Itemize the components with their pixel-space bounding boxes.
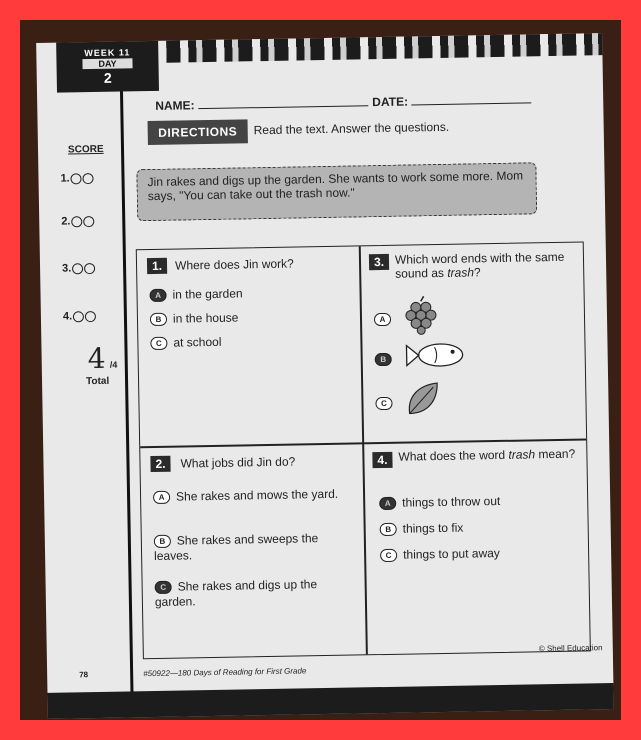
option-text: at school — [173, 334, 222, 350]
score-number: 3. — [61, 262, 72, 275]
publisher-credit: © Shell Education — [538, 643, 603, 654]
option-text: things to throw out — [402, 493, 501, 510]
option-text: She rakes and sweeps the leaves. — [153, 531, 319, 564]
question-4-number: 4. — [372, 452, 392, 468]
q4-option-c[interactable] — [380, 546, 500, 563]
score-number: 2. — [61, 215, 71, 228]
answer-bubble-a[interactable]: A — [379, 497, 396, 510]
fish-icon — [402, 336, 473, 373]
q4-text-post: mean? — [535, 446, 576, 462]
score-item-3 — [62, 262, 95, 275]
score-number: 4. — [62, 310, 73, 323]
smile-face-icon[interactable] — [71, 216, 82, 227]
question-1-text: Where does Jin work? — [174, 256, 294, 273]
answer-bubble-b[interactable]: B — [375, 353, 392, 366]
smile-face-icon[interactable] — [73, 311, 84, 322]
score-item-4 — [63, 310, 96, 323]
date-label: DATE: — [372, 94, 409, 110]
answer-bubble-c[interactable]: C — [155, 581, 172, 594]
question-grid — [136, 241, 591, 659]
q1-option-b[interactable] — [150, 311, 239, 328]
question-4-text — [398, 447, 578, 464]
frown-face-icon[interactable] — [83, 216, 94, 227]
score-item-2 — [61, 215, 94, 228]
grapes-icon — [402, 295, 443, 336]
total-score-handwritten: 4 — [87, 341, 106, 376]
score-number: 1. — [60, 172, 70, 185]
day-label: DAY — [82, 58, 132, 69]
q4-option-a[interactable] — [379, 494, 500, 511]
q3-option-c[interactable] — [375, 396, 398, 411]
margin-rule — [120, 91, 134, 716]
directions-label: DIRECTIONS — [148, 119, 248, 145]
answer-bubble-c[interactable]: C — [150, 337, 167, 350]
question-3-text — [395, 250, 575, 281]
frown-face-icon[interactable] — [84, 263, 95, 274]
name-field[interactable] — [155, 95, 368, 113]
q1-option-a[interactable] — [149, 286, 242, 303]
day-tab — [56, 41, 159, 93]
question-2-text: What jobs did Jin do? — [180, 454, 296, 471]
name-line[interactable] — [198, 95, 368, 109]
q4-option-b[interactable] — [380, 521, 464, 537]
q4-text-pre: What does the word — [398, 447, 509, 464]
q1-option-c[interactable] — [150, 335, 221, 351]
answer-bubble-a[interactable]: A — [149, 289, 166, 302]
total-denominator: /4 — [109, 359, 118, 370]
leaf-icon — [403, 379, 444, 420]
day-number: 2 — [103, 69, 112, 86]
date-line[interactable] — [411, 92, 531, 105]
option-text: in the garden — [172, 286, 243, 302]
option-text: in the house — [172, 310, 239, 326]
book-title: #50922—180 Days of Reading for First Grade — [143, 666, 307, 679]
answer-bubble-b[interactable]: B — [380, 523, 397, 536]
answer-bubble-b[interactable]: B — [150, 313, 167, 326]
score-heading: SCORE — [67, 143, 104, 156]
week-label: WEEK 11 — [84, 47, 131, 59]
grid-divider-vertical — [359, 246, 368, 654]
q2-option-a[interactable] — [153, 486, 358, 505]
answer-bubble-c[interactable]: C — [375, 397, 392, 410]
q2-option-b[interactable] — [154, 530, 359, 564]
date-field[interactable] — [372, 92, 531, 109]
directions-text: Read the text. Answer the questions. — [253, 119, 450, 138]
smile-face-icon[interactable] — [71, 173, 82, 184]
q3-text-em: trash — [447, 265, 475, 280]
option-text: things to put away — [403, 545, 500, 562]
question-3-number: 3. — [369, 254, 389, 270]
q2-option-c[interactable] — [155, 576, 360, 610]
story-box: Jin rakes and digs up the garden. She wants to work some more. Mom says, "You can take out the trash now." — [136, 162, 537, 221]
smile-face-icon[interactable] — [72, 263, 83, 274]
page-number: 78 — [79, 670, 89, 680]
option-text: She rakes and mows the yard. — [175, 486, 339, 504]
q3-text-post: ? — [473, 265, 481, 280]
answer-bubble-a[interactable]: A — [153, 491, 170, 504]
worksheet-page — [36, 33, 614, 719]
question-2-number: 2. — [150, 456, 170, 472]
frown-face-icon[interactable] — [85, 311, 96, 322]
total-label: Total — [85, 375, 110, 388]
frown-face-icon[interactable] — [83, 173, 94, 184]
q3-option-a[interactable] — [374, 312, 397, 327]
answer-bubble-c[interactable]: C — [380, 549, 397, 562]
answer-bubble-b[interactable]: B — [154, 535, 171, 548]
photo-frame — [20, 20, 621, 720]
q4-text-em: trash — [508, 447, 536, 462]
q3-text-pre: Which word ends with the same sound as — [394, 249, 565, 281]
name-label: NAME: — [155, 98, 195, 113]
score-item-1 — [60, 172, 93, 185]
header-stripe — [166, 33, 602, 63]
q3-option-b[interactable] — [375, 352, 398, 367]
option-text: She rakes and digs up the garden. — [154, 577, 318, 610]
option-text: things to fix — [402, 520, 464, 536]
question-1-number: 1. — [147, 258, 167, 274]
answer-bubble-a[interactable]: A — [374, 313, 391, 326]
